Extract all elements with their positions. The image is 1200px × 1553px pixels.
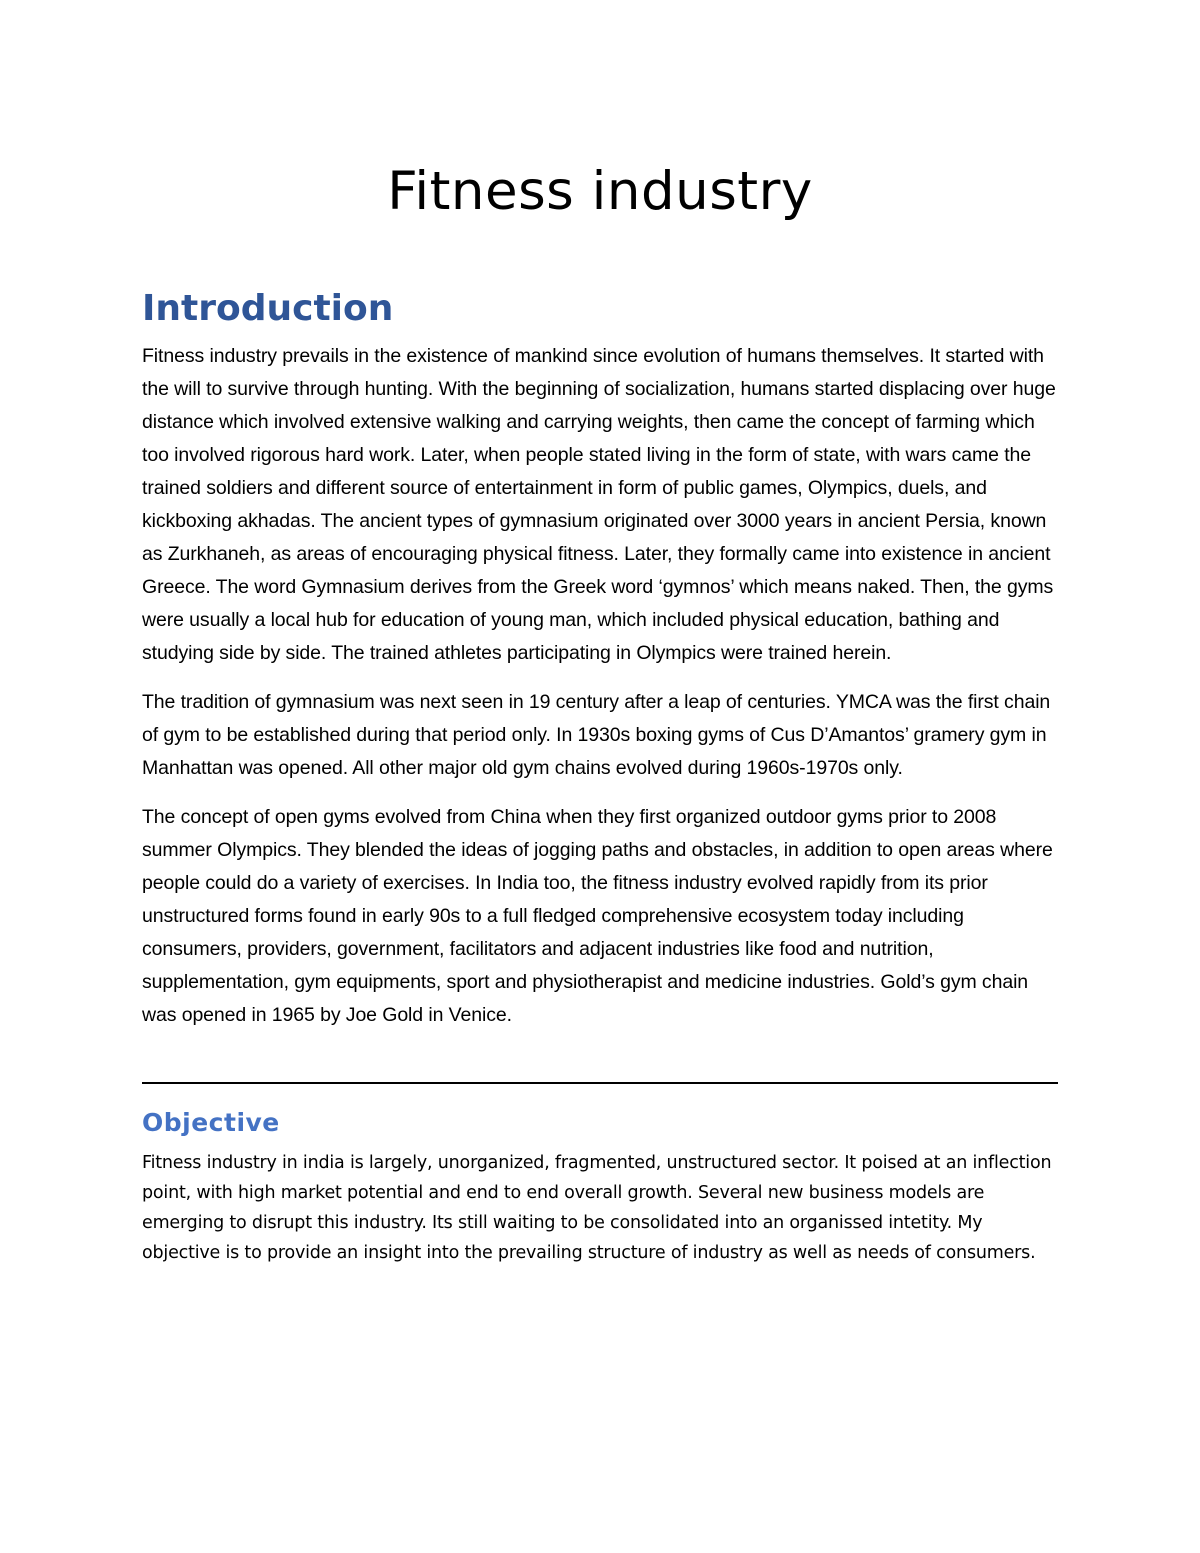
document-title: Fitness industry (387, 161, 813, 222)
introduction-paragraph-1: Fitness industry prevails in the existence of mankind since evolution of humans themselves. It started with the will to survive through hunting. With the beginning of socialization, humans started displacing over huge distance which involved extensive walking and carrying weights, then came the concept of farming which too involved rigorous hard work. Later, when people stated living in the form of state, with wars came the trained soldiers and different source of entertainment in form of public games, Olympics, duels, and kickboxing akhadas. The ancient types of gymnasium originated over 3000 years in ancient Persia, known as Zurkhaneh, as areas of encouraging physical fitness. Later, they formally came into existence in ancient Greece. The word Gymnasium derives from the Greek word ‘gymnos’ which means naked. Then, the gyms were usually a local hub for education of young man, which included physical education, bathing and studying side by side. The trained athletes participating in Olympics were trained herein. (142, 345, 1056, 664)
objective-paragraph: Fitness industry in india is largely, unorganized, fragmented, unstructured sector. It poised at an inflection point, with high market potential and end to end overall growth. Several new business models are emerging to disrupt this industry. Its still waiting to be consolidated into an organissed intetity. My objective is to provide an insight into the prevailing structure of industry as well as needs of consumers. (142, 1153, 1052, 1263)
document-body (142, 282, 1062, 1268)
section-divider (142, 1082, 1058, 1084)
introduction-paragraph-2: The tradition of gymnasium was next seen in 19 century after a leap of centuries. YMCA was the first chain of gym to be established during that period only. In 1930s boxing gyms of Cus D’Amantos’ gramery gym in Manhattan was opened. All other major old gym chains evolved during 1960s-1970s only. (142, 691, 1051, 779)
introduction-heading: Introduction (142, 288, 394, 329)
objective-heading: Objective (142, 1108, 280, 1137)
introduction-paragraph-3: The concept of open gyms evolved from China when they first organized outdoor gyms prior to 2008 summer Olympics. They blended the ideas of jogging paths and obstacles, in addition to open areas where people could do a variety of exercises. In India too, the fitness industry evolved rapidly from its prior unstructured forms found in early 90s to a full fledged comprehensive ecosystem today including consumers, providers, government, facilitators and adjacent industries like food and nutrition, supplementation, gym equipments, sport and physiotherapist and medicine industries. Gold’s gym chain was opened in 1965 by Joe Gold in Venice. (142, 806, 1053, 1026)
